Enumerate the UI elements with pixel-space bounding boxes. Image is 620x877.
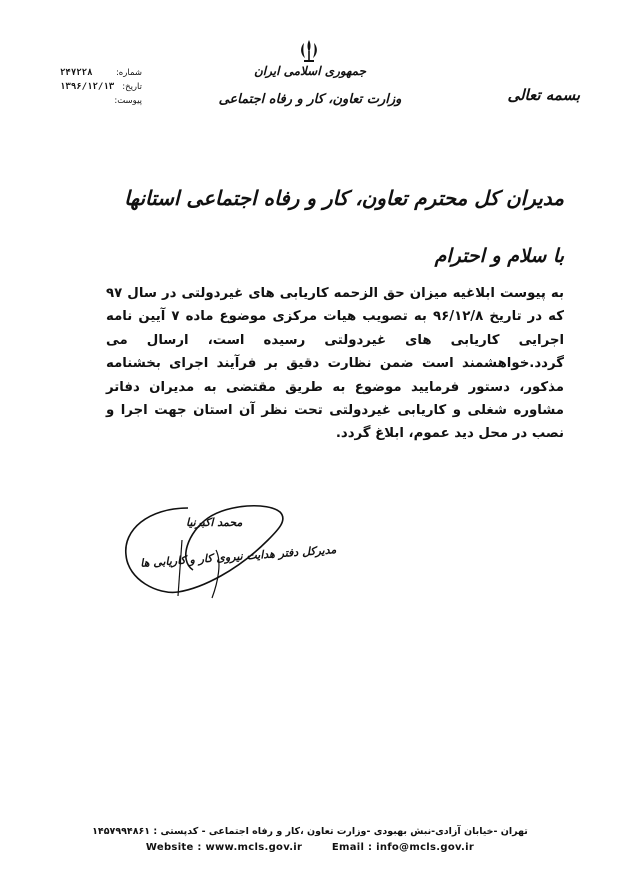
- basmala: بسمه تعالی: [507, 86, 580, 104]
- republic-title: جمهوری اسلامی ایران: [253, 64, 367, 78]
- meta-number-value: ۲۴۷۲۲۸: [60, 68, 93, 78]
- meta-date-label: تاریخ:: [122, 82, 142, 92]
- meta-date-row: [60, 80, 142, 94]
- letter-meta: [60, 66, 142, 108]
- letter-body: به پیوست ابلاغیه میزان حق الزحمه کاریابی های غیردولتی در سال ۹۷ که در تاریخ ۹۶/۱۲/۸ به تصویب هیات مرکزی موضوع ماده ۷ آیین نامه اجرایی کاریابی های غیردولتی رسیده است، ارسال می گردد.خواهشمند است ضمن نظارت دقیق بر فرآیند اجرای بخشنامه مذکور، دستور فرمایید موضوع به طریق مقتضی به مدیران دفاتر مشاوره شغلی و کاریابی غیردولتی تحت نظر آن استان جهت اجرا و نصب در محل دید عموم، ابلاغ گردد.: [106, 286, 564, 442]
- footer-address: تهران -خیابان آزادی-نبش بهبودی -وزارت تعاون ،کار و رفاه اجتماعی - کدپستی : ۱۴۵۷۹۹۴۸۶۱: [92, 826, 528, 837]
- meta-number-label: شماره:: [115, 68, 142, 78]
- addressee: مدیران کل محترم تعاون، کار و رفاه اجتماعی استانها: [124, 186, 564, 210]
- meta-number-row: [60, 66, 142, 80]
- website-label: Website :: [145, 842, 202, 853]
- meta-date-value: ۱۳۹۶/۱۲/۱۳: [60, 82, 115, 92]
- ministry-name: وزارت تعاون، کار و رفاه اجتماعی: [218, 92, 402, 107]
- footer-contact: [0, 842, 620, 853]
- email-link[interactable]: info@mcls.gov.ir: [376, 842, 475, 853]
- meta-attachment-label: پیوست:: [114, 96, 142, 106]
- signatory-name: محمد اکبرنیا: [186, 516, 243, 529]
- email-label: Email :: [331, 842, 373, 853]
- greeting: با سلام و احترام: [434, 245, 564, 267]
- signatory-title: مدیرکل دفتر هدایت نیروی کار و کاریابی ها: [139, 543, 337, 570]
- iran-emblem-icon: [298, 38, 320, 64]
- website-link[interactable]: www.mcls.gov.ir: [205, 842, 303, 853]
- meta-attachment-row: [60, 94, 142, 108]
